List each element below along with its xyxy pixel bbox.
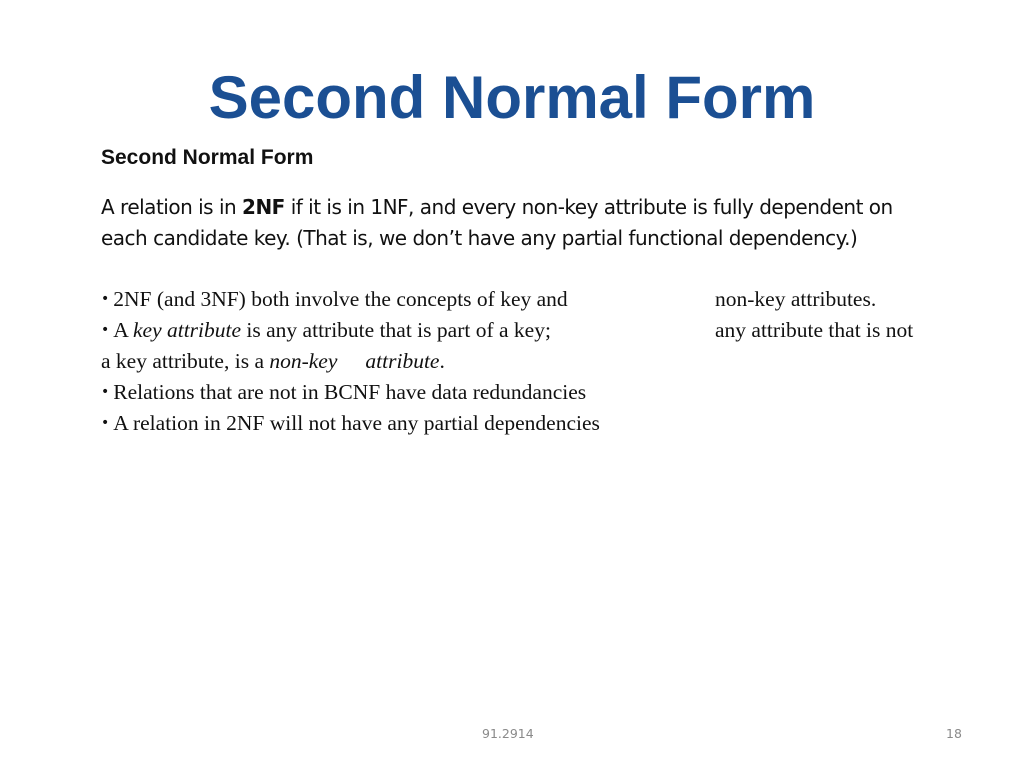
key-attribute-term: key attribute — [132, 318, 242, 342]
attribute-term: attribute — [365, 349, 440, 373]
definition-paragraph — [101, 192, 981, 254]
definition-suffix: if it is in 1NF, and every non-key attribute is fully dependent on — [284, 195, 893, 219]
slide-title: Second Normal Form — [208, 64, 816, 131]
definition-line-1 — [101, 192, 981, 223]
bullet-item-3 — [101, 377, 981, 408]
bullet-2-cont-prefix: a key attribute, is a — [101, 349, 270, 373]
bullet-marker: • — [101, 384, 110, 400]
definition-line-2: each candidate key. (That is, we don’t have any partial functional dependency.) — [101, 226, 858, 250]
non-key-term: non-key — [269, 349, 338, 373]
bullet-2-prefix: A — [113, 318, 133, 342]
bullet-list — [101, 284, 981, 439]
bullet-item-2 — [101, 315, 981, 346]
definition-2nf-term: 2NF — [242, 195, 285, 219]
bullet-4-text: A relation in 2NF will not have any partial dependencies — [113, 411, 600, 435]
bullet-item-1 — [101, 284, 981, 315]
bullet-1-text: 2NF (and 3NF) both involve the concepts of key and — [113, 287, 568, 311]
bullet-3-text: Relations that are not in BCNF have data redundancies — [113, 380, 587, 404]
bullet-marker: • — [101, 415, 110, 431]
bullet-2-suffix: is any attribute that is part of a key; — [241, 318, 551, 342]
bullet-item-4 — [101, 408, 981, 439]
footer-course-code: 91.2914 — [482, 726, 534, 741]
definition-prefix: A relation is in — [101, 195, 243, 219]
section-heading: Second Normal Form — [101, 146, 314, 169]
bullet-1-continuation: non-key attributes. — [715, 287, 877, 311]
footer-page-number: 18 — [946, 726, 962, 741]
bullet-marker: • — [101, 291, 110, 307]
bullet-2-cont-suffix: . — [439, 349, 445, 373]
bullet-item-2-continued — [101, 346, 981, 377]
bullet-marker: • — [101, 322, 110, 338]
bullet-2-continuation: any attribute that is not — [715, 318, 914, 342]
